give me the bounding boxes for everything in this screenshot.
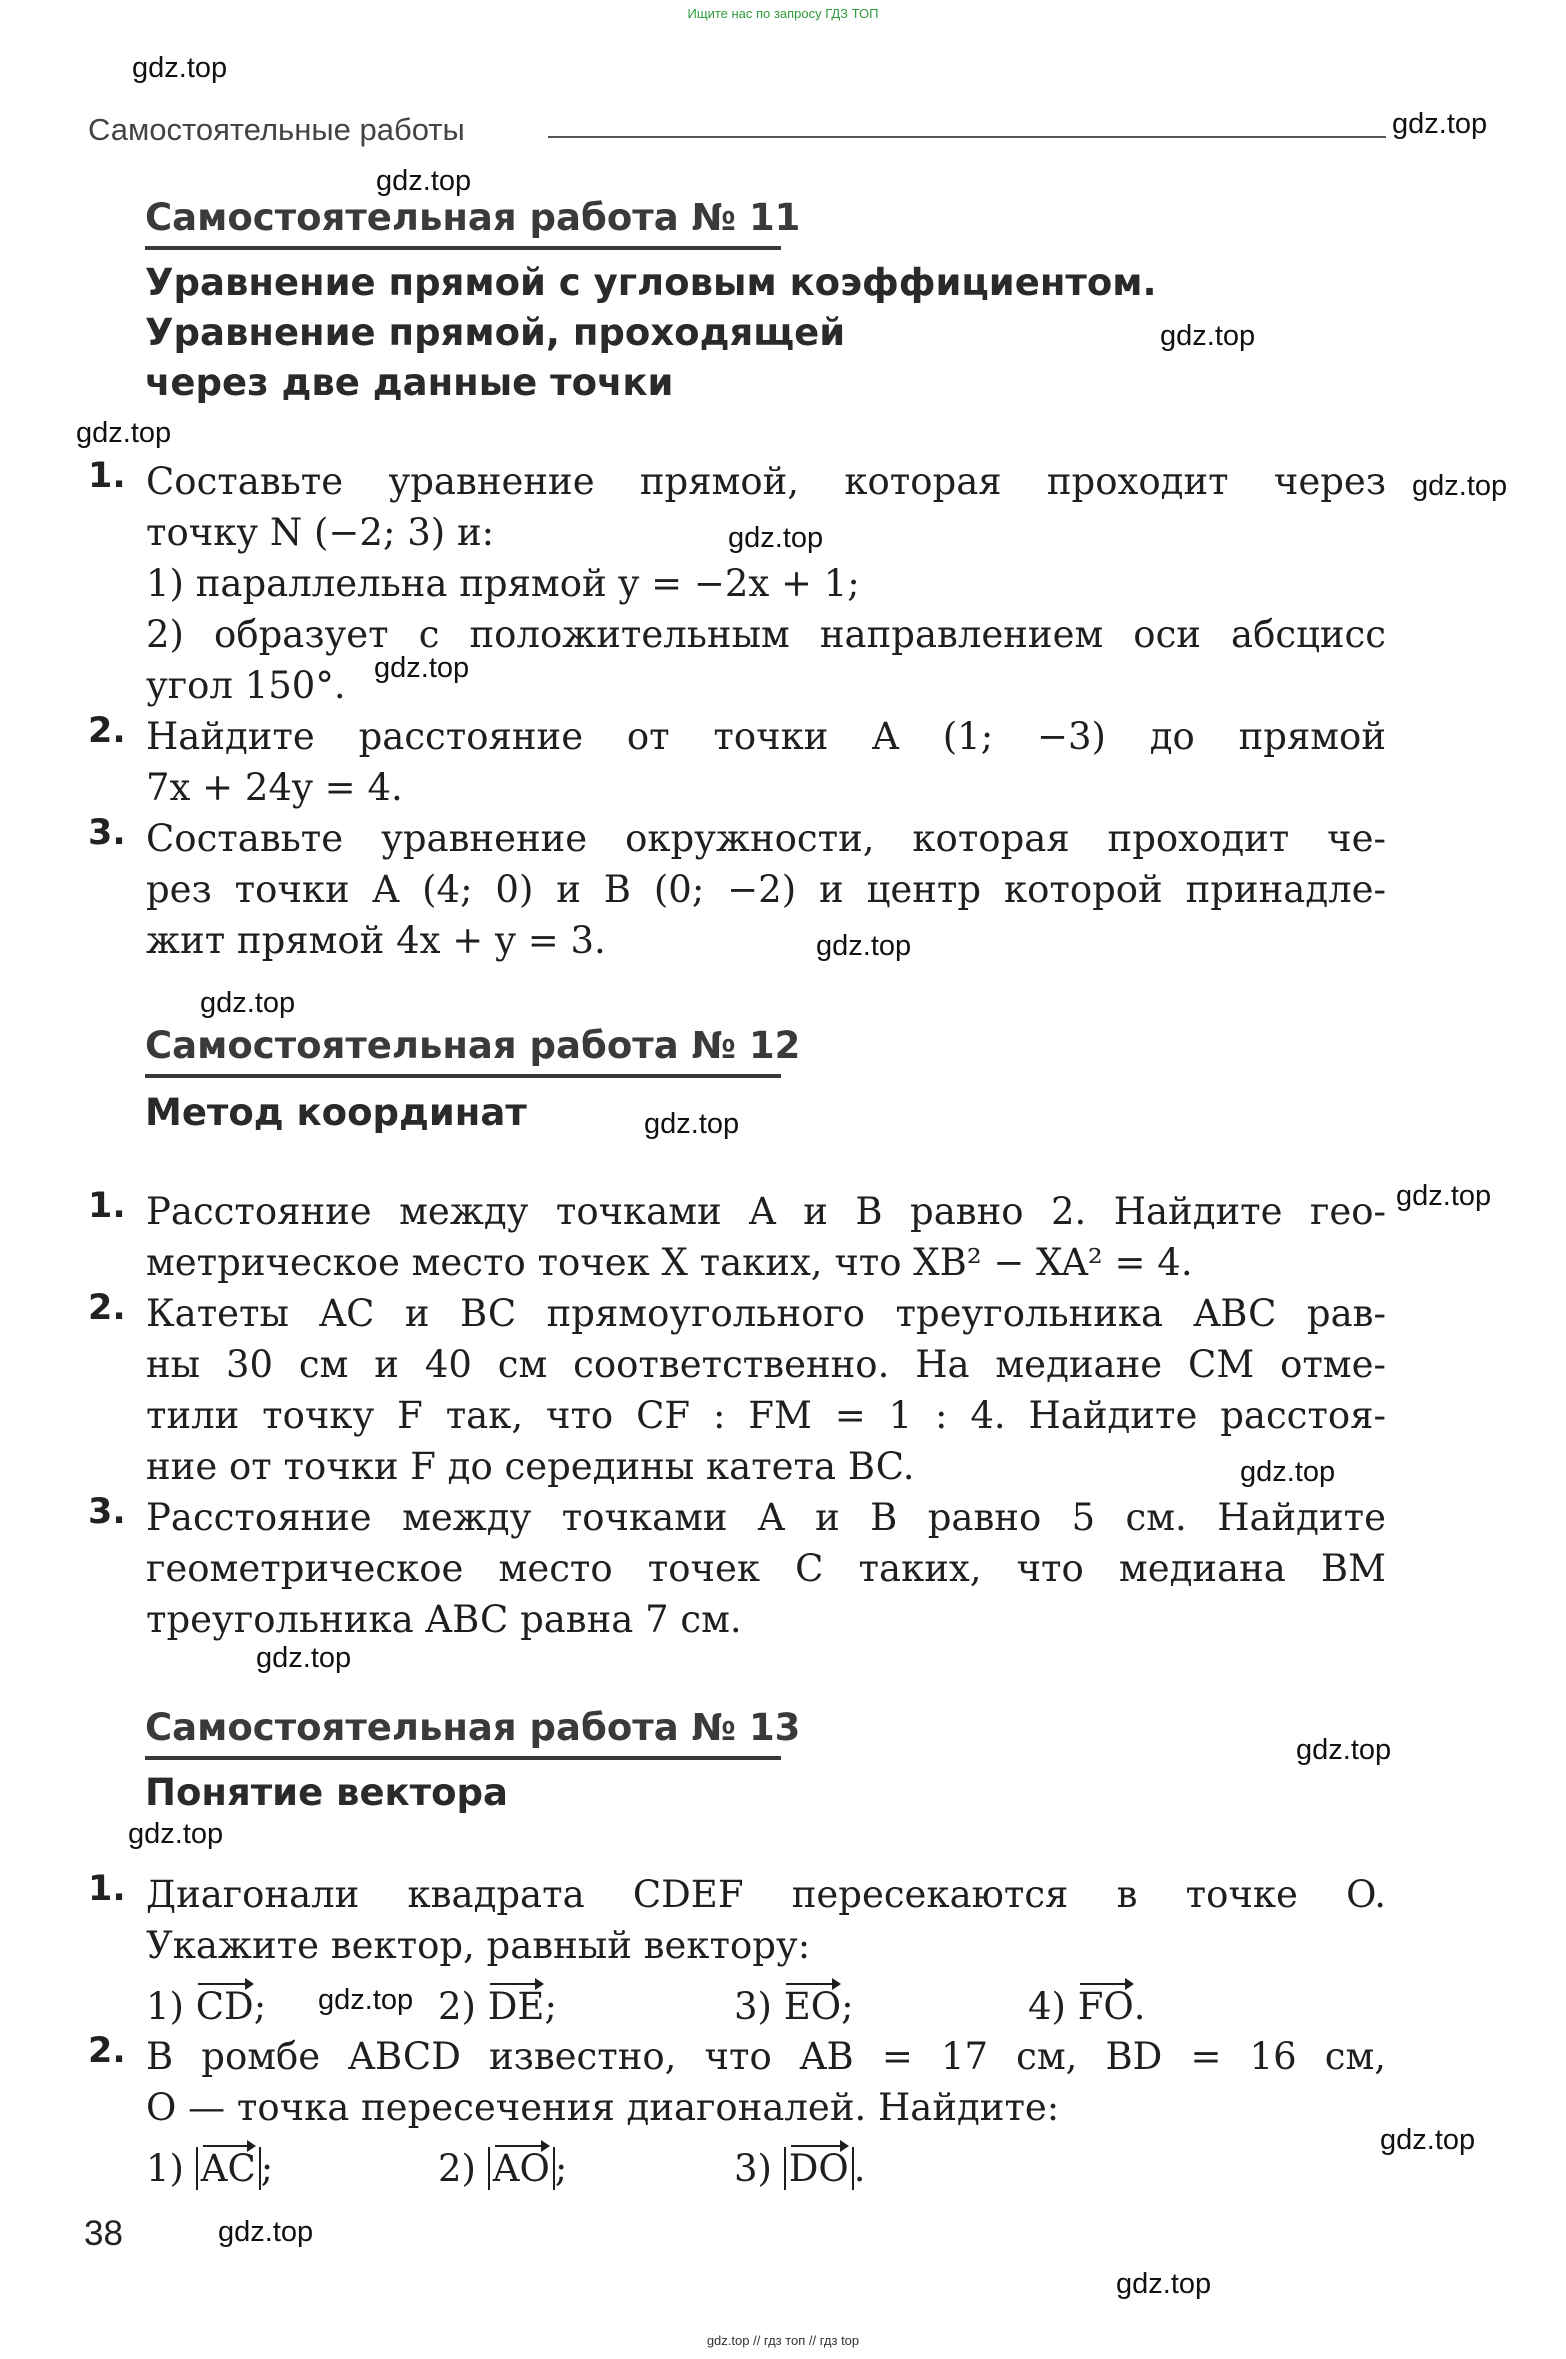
option-2: 2) AO ; (438, 2143, 567, 2194)
watermark: gdz.top (218, 2216, 314, 2248)
option-1: 1) AC ; (146, 2143, 273, 2194)
option-3: 3) EO; (734, 1981, 854, 2032)
watermark: gdz.top (644, 1108, 740, 1140)
option-1: 1) CD; (146, 1981, 266, 2032)
section-11-subtitle: Уравнение прямой с угловым коэффициентом. Уравнение прямой, проходящей через две данные точки (145, 261, 1157, 404)
watermark: gdz.top (318, 1984, 414, 2016)
watermark: gdz.top (1160, 320, 1256, 352)
top-notice: Ищите нас по запросу ГДЗ ТОП (687, 6, 879, 21)
task-number: 2. (88, 1288, 126, 1328)
task-number: 1. (88, 456, 126, 496)
watermark: gdz.top (76, 417, 172, 449)
section-11-rule (145, 246, 781, 250)
watermark: gdz.top (374, 652, 470, 684)
watermark: gdz.top (1412, 470, 1508, 502)
watermark: gdz.top (816, 930, 912, 962)
task-number: 1. (88, 1869, 126, 1909)
watermark: gdz.top (1396, 1180, 1492, 1212)
header-rule (548, 136, 1386, 138)
watermark: gdz.top (200, 987, 296, 1019)
watermark: gdz.top (728, 522, 824, 554)
option-4: 4) FO. (1028, 1981, 1146, 2032)
section-11-title: Самостоятельная работа № 11 (145, 196, 801, 239)
section-13-rule (145, 1756, 781, 1760)
bottom-credit: gdz.top // гдз топ // гдз top (706, 2333, 860, 2348)
section-13-subtitle: Понятие вектора (145, 1771, 508, 1814)
watermark: gdz.top (1392, 108, 1488, 140)
task-number: 1. (88, 1186, 126, 1226)
watermark: gdz.top (1240, 1456, 1336, 1488)
watermark: gdz.top (376, 165, 472, 197)
watermark: gdz.top (1296, 1734, 1392, 1766)
watermark: gdz.top (256, 1642, 352, 1674)
watermark: gdz.top (132, 52, 228, 84)
section-12-rule (145, 1074, 781, 1078)
task-number: 3. (88, 813, 126, 853)
task-number: 3. (88, 1492, 126, 1532)
watermark: gdz.top (1380, 2124, 1476, 2156)
watermark: gdz.top (1116, 2268, 1212, 2300)
running-header: Самостоятельные работы (88, 112, 465, 147)
option-2: 2) DE; (438, 1981, 557, 2032)
section-12-subtitle: Метод координат (145, 1091, 527, 1134)
page-number: 38 (84, 2214, 123, 2253)
task-number: 2. (88, 711, 126, 751)
task-number: 2. (88, 2031, 126, 2071)
option-3: 3) DO . (734, 2143, 866, 2194)
section-13-title: Самостоятельная работа № 13 (145, 1706, 801, 1749)
watermark: gdz.top (128, 1818, 224, 1850)
section-12-title: Самостоятельная работа № 12 (145, 1024, 801, 1067)
